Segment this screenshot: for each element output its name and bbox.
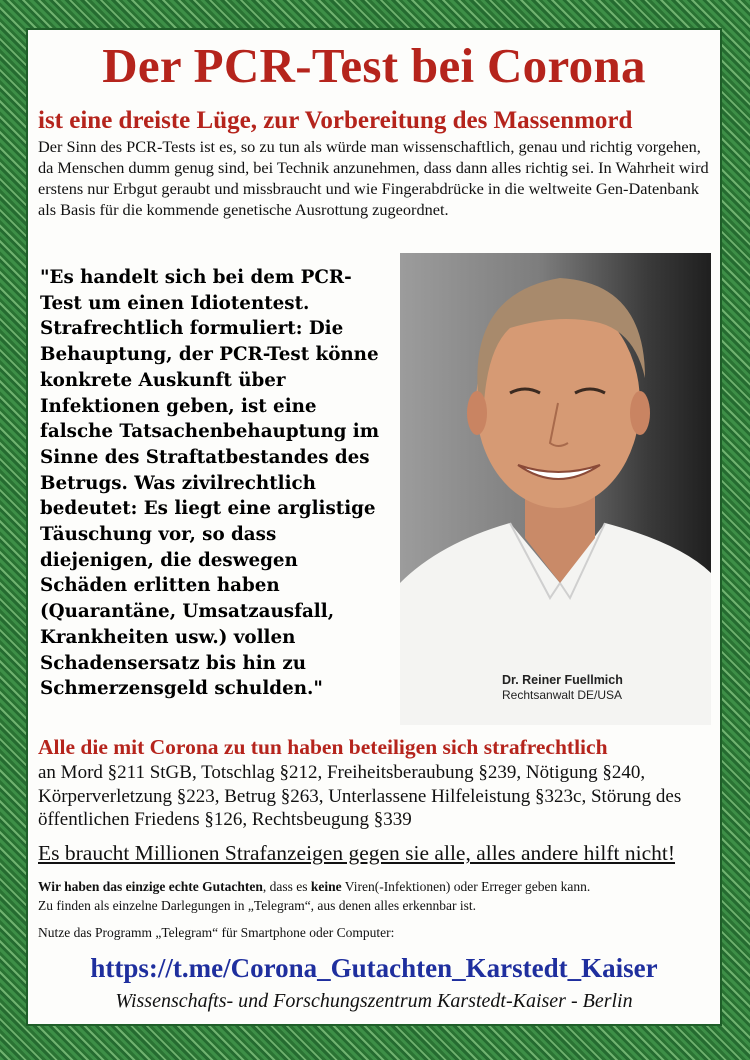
gutachten-bold-start: Wir haben das einzige echte Gutachten bbox=[38, 879, 263, 894]
section-heading: Alle die mit Corona zu tun haben beteiligen sich strafrechtlich bbox=[38, 735, 608, 759]
gutachten-line2: Zu finden als einzelne Darlegungen in „Telegram“, aus denen alles erkennbar ist. bbox=[38, 897, 476, 913]
intro-paragraph: Der Sinn des PCR-Tests ist es, so zu tun als würde man wissenschaftlich, genau und richtig vorgehen, da Menschen dumm genug sind, bei Technik anzunehmen, dass dann alles richtig sei. In Wahrheit wird erstens nur Erbgut geraubt und missbraucht und wie Fingerabdrücke in die weltweite Gen-Datenbank als Basis für die kommende genetische Ausrottung zugeordnet. bbox=[38, 137, 709, 219]
flyer-page bbox=[28, 30, 720, 1024]
gutachten-end: Viren(-Infektionen) oder Erreger geben kann. bbox=[341, 879, 591, 894]
footer-credit: Wissenschafts- und Forschungszentrum Karstedt-Kaiser - Berlin bbox=[115, 990, 633, 1012]
laws-paragraph: an Mord §211 StGB, Totschlag §212, Freiheitsberaubung §239, Nötigung §240, Körperverletzung §223, Betrug §263, Unterlassene Hilfeleistung §323c, Störung des öffentlichen Friedens §126, Rechtsbeugung §339 bbox=[38, 762, 682, 830]
photo-caption-title: Rechtsanwalt DE/USA bbox=[502, 688, 623, 702]
gutachten-mid: , dass es bbox=[262, 879, 311, 894]
call-to-action: Es braucht Millionen Strafanzeigen gegen sie alle, alles andere hilft nicht! bbox=[38, 841, 676, 865]
quote-block: "Es handelt sich bei dem PCR-Test um einen Idiotentest. Strafrechtlich formuliert: Die Behauptung, der PCR-Test könne konkrete Auskunft über Infektionen geben, ist eine falsche Tatsachenbehauptung im Sinne des Straftatbestandes des Betrugs. Was zivilrechtlich bedeutet: Es liegt eine arglistige Täuschung vor, so dass diejenigen, die deswegen Schäden erlitten haben (Quarantäne, Umsatzausfall, Krankheiten usw.) vollen Schadensersatz bis hin zu Schmerzensgeld schulden." bbox=[40, 267, 380, 700]
telegram-link[interactable]: https://t.me/Corona_Gutachten_Karstedt_Kaiser bbox=[90, 953, 658, 983]
portrait-illustration bbox=[400, 253, 711, 725]
telegram-note: Nutze das Programm „Telegram“ für Smartphone oder Computer: bbox=[38, 925, 395, 940]
page-title: Der PCR-Test bei Corona bbox=[102, 38, 646, 93]
gutachten-paragraph bbox=[38, 878, 718, 915]
portrait-photo bbox=[400, 253, 711, 725]
gutachten-bold-keine: keine bbox=[310, 879, 342, 894]
subtitle: ist eine dreiste Lüge, zur Vorbereitung des Massenmord bbox=[38, 107, 633, 134]
photo-caption-name: Dr. Reiner Fuellmich bbox=[502, 673, 623, 687]
